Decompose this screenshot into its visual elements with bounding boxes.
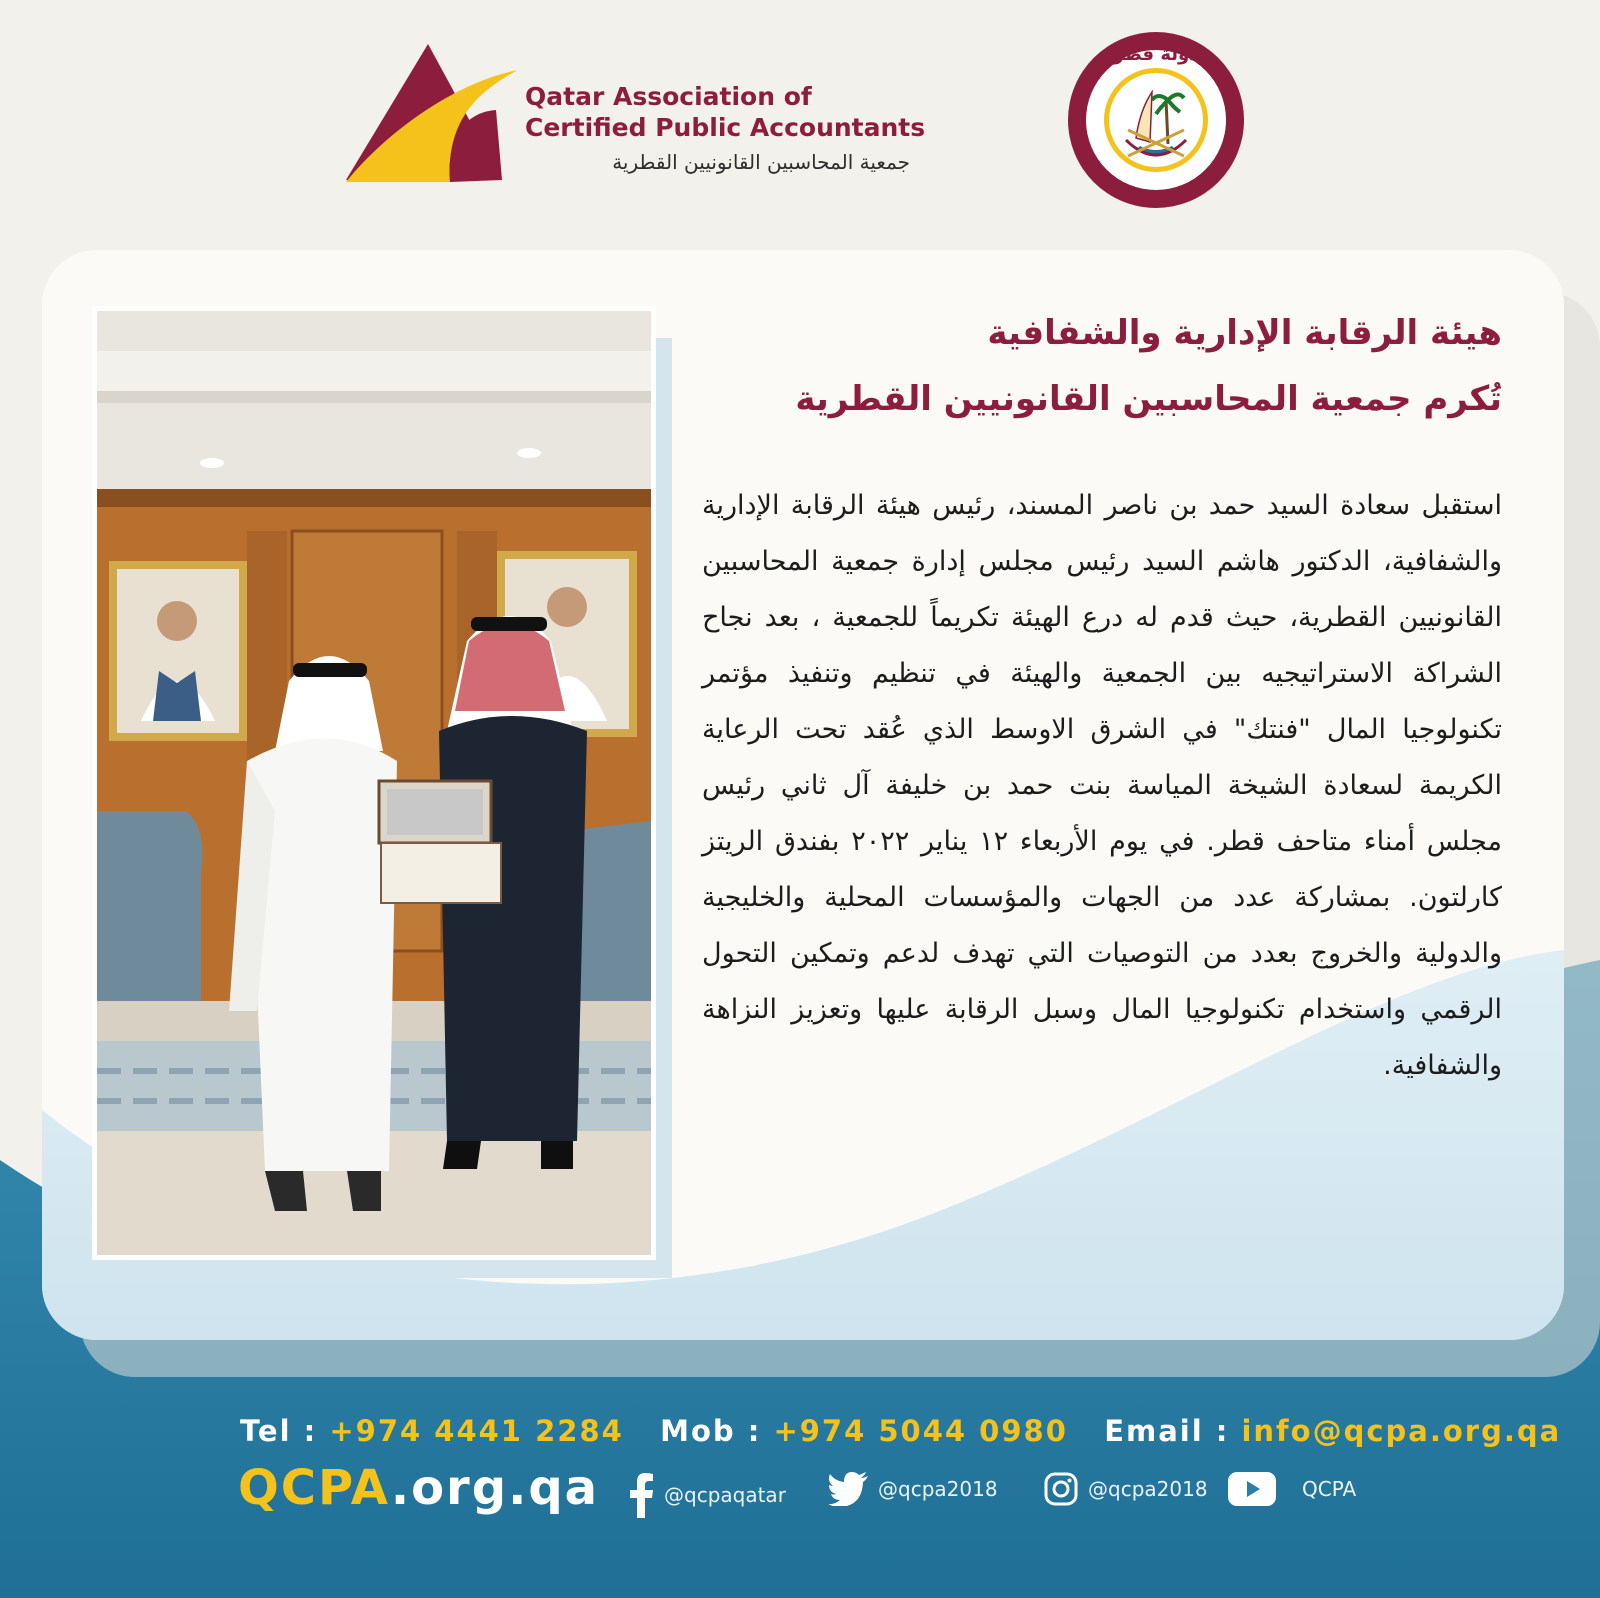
org-name-en-line2: Certified Public Accountants bbox=[525, 113, 926, 142]
facebook-icon bbox=[628, 1472, 654, 1518]
mob-value[interactable]: +974 5044 0980 bbox=[773, 1414, 1068, 1448]
site-part2: .org.qa bbox=[390, 1460, 600, 1516]
qcpa-logo bbox=[346, 42, 516, 184]
title-line-1: هيئة الرقابة الإدارية والشفافية bbox=[987, 313, 1502, 353]
tel-label: Tel : bbox=[240, 1414, 318, 1448]
instagram-link[interactable] bbox=[1044, 1472, 1208, 1506]
email-link[interactable]: info@qcpa.org.qa bbox=[1241, 1414, 1562, 1448]
facebook-handle: @qcpaqatar bbox=[664, 1483, 786, 1507]
youtube-handle: QCPA bbox=[1302, 1477, 1357, 1501]
org-name-en-line1: Qatar Association of bbox=[525, 82, 812, 111]
article-title bbox=[742, 300, 1502, 432]
instagram-icon bbox=[1044, 1472, 1078, 1506]
ceremony-photo bbox=[97, 311, 651, 1255]
article-body: استقبل سعادة السيد حمد بن ناصر المسند، رئيس هيئة الرقابة الإدارية والشفافية، الدكتور هاشم السيد رئيس مجلس إدارة جمعية المحاسبين القانونيين القطرية، حيث قدم له درع الهيئة تكريماً للجمعية ، بعد نجاح الشراكة الاستراتيجيه بين الجمعية والهيئة في تنظيم وتنفيذ مؤتمر تكنولوجيا المال "فنتك" في الشرق الاوسط الذي عُقد تحت الرعاية الكريمة لسعادة الشيخة المياسة بنت حمد بن خليفة آل ثاني رئيس مجلس أمناء متاحف قطر. في يوم الأربعاء ١٢ يناير ٢٠٢٢ بفندق الريتز كارلتون. بمشاركة عدد من الجهات والمؤسسات المحلية والخليجية والدولية والخروج بعدد من التوصيات التي تهدف لدعم وتمكين التحول الرقمي واستخدام تكنولوجيا المال وسبل الرقابة عليها وتعزيز النزاهة والشفافية. bbox=[702, 490, 1502, 1081]
twitter-link[interactable] bbox=[828, 1472, 998, 1506]
emblem-text-top: دولة قطر bbox=[1113, 44, 1199, 65]
instagram-handle: @qcpa2018 bbox=[1088, 1477, 1208, 1501]
youtube-link[interactable] bbox=[1228, 1472, 1356, 1506]
facebook-link[interactable] bbox=[628, 1472, 786, 1518]
mob-label: Mob : bbox=[660, 1414, 762, 1448]
youtube-icon bbox=[1228, 1472, 1276, 1506]
site-part1: QCPA bbox=[238, 1460, 391, 1516]
title-line-2: تُكرم جمعية المحاسبين القانونيين القطرية bbox=[795, 379, 1502, 419]
website-link[interactable] bbox=[238, 1460, 599, 1516]
twitter-handle: @qcpa2018 bbox=[878, 1477, 998, 1501]
org-name-ar: جمعية المحاسبين القانونيين القطرية bbox=[612, 150, 910, 174]
acta-emblem-logo bbox=[1066, 30, 1246, 210]
contact-line bbox=[240, 1414, 1561, 1448]
tel-value[interactable]: +974 4441 2284 bbox=[329, 1414, 624, 1448]
twitter-icon bbox=[828, 1472, 868, 1506]
photo-frame bbox=[92, 306, 656, 1260]
email-label: Email : bbox=[1104, 1414, 1230, 1448]
